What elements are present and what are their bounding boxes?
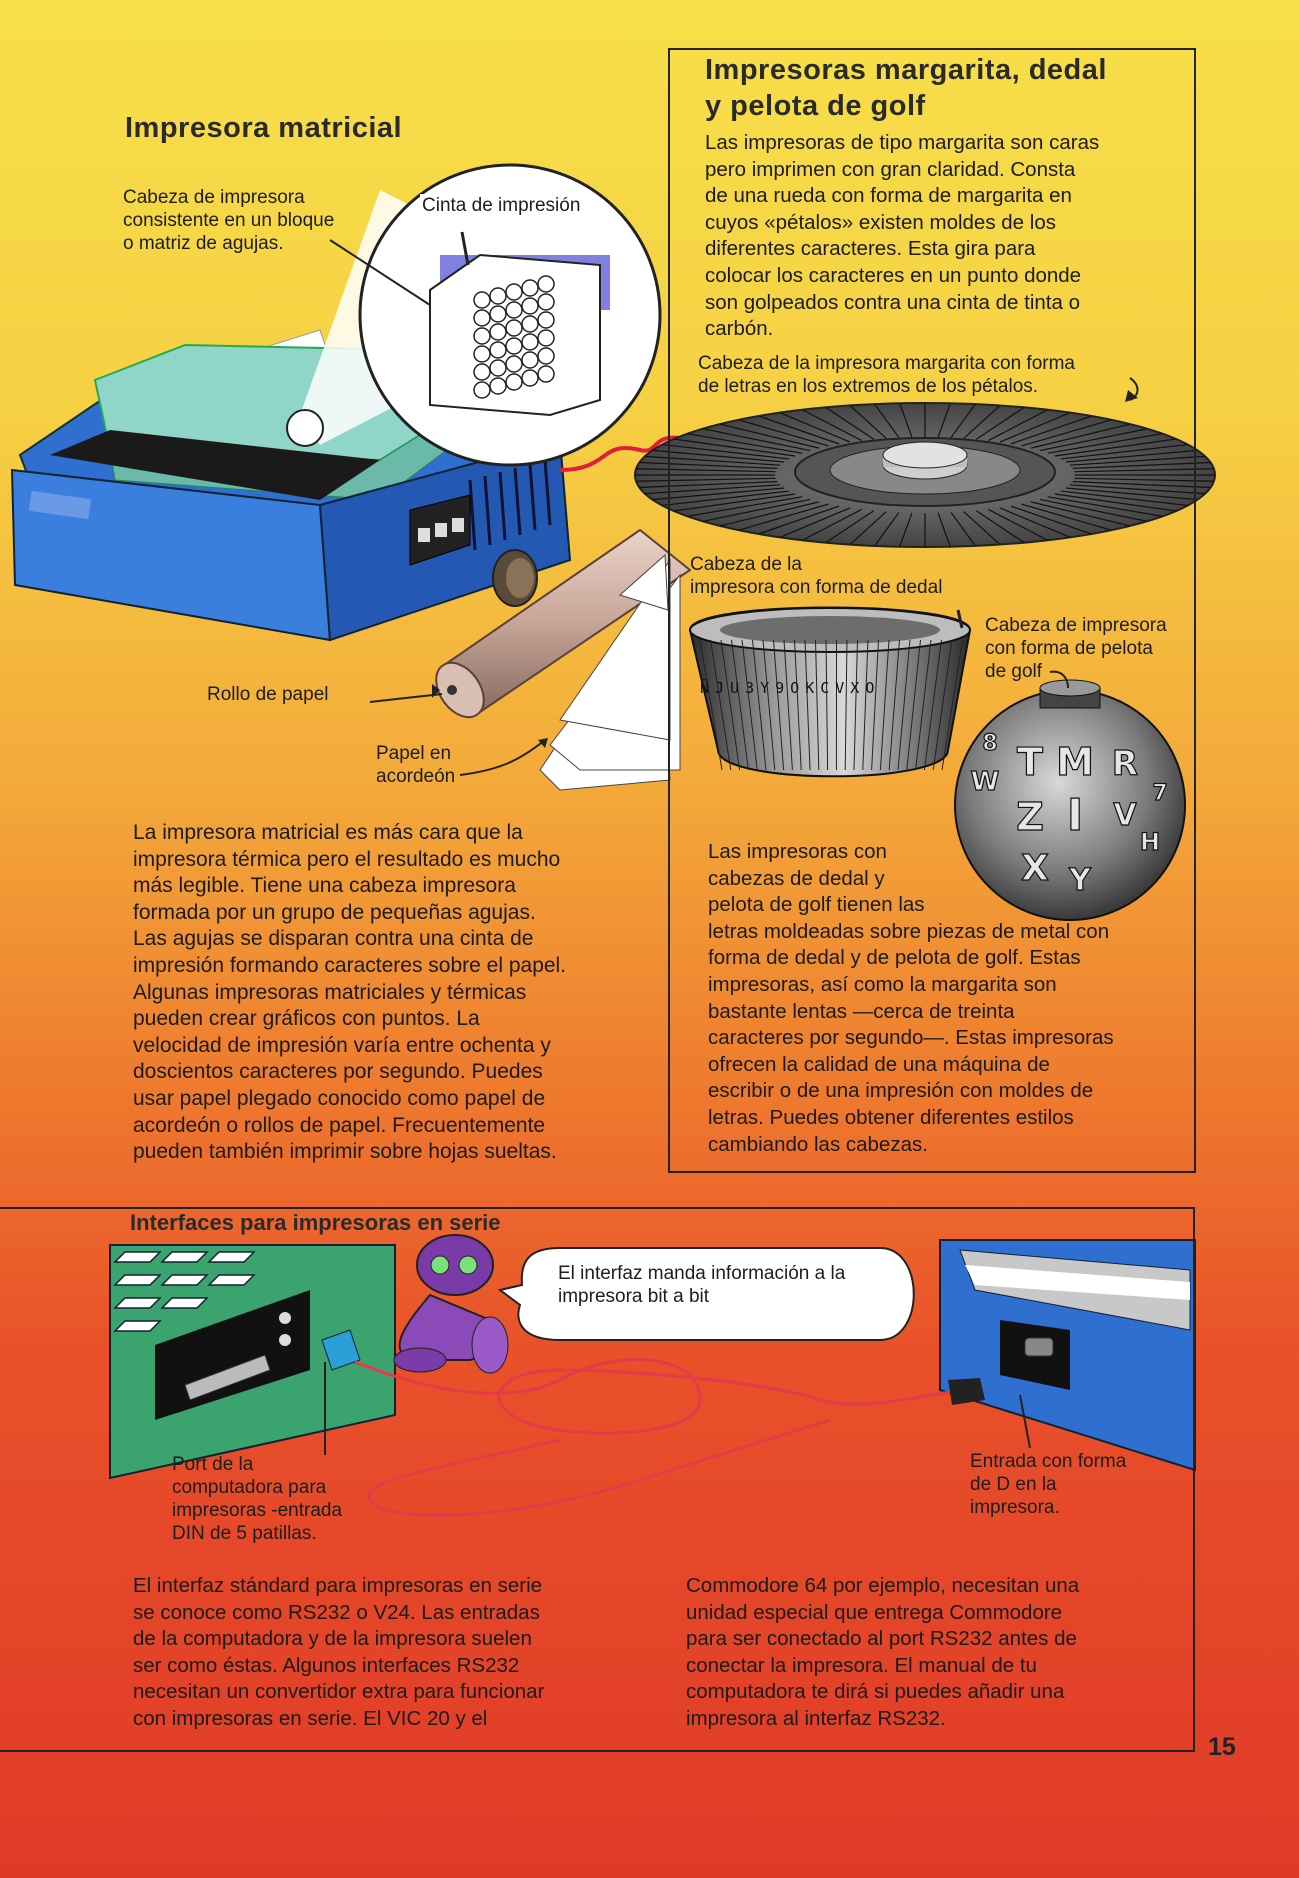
label-printer-entry: Entrada con forma de D en la impresora.: [970, 1451, 1127, 1518]
golf-letter: R: [1111, 744, 1139, 784]
label-thimble: Cabeza de la impresora con forma de dedal: [690, 554, 943, 598]
golf-letter: W: [970, 767, 1000, 797]
golf-letter: X: [1021, 848, 1049, 889]
page-number: 15: [1208, 1733, 1236, 1761]
golf-letter: M: [1056, 740, 1094, 784]
label-golf-ball: Cabeza de impresora con forma de pelota de golf: [985, 615, 1167, 682]
label-computer-port: Port de la computadora para impresoras -entrada DIN de 5 patillas.: [172, 1454, 343, 1544]
golf-letter: H: [1139, 828, 1161, 856]
thimble-letters: ÑJU3Y9OKCVXO: [700, 679, 881, 697]
golf-letter: 8: [982, 731, 998, 756]
heading-daisy-thimble-golf: Impresoras margarita, dedal y pelota de golf: [705, 54, 1107, 122]
golf-letter: T: [1017, 740, 1043, 784]
label-ribbon: Cinta de impresión: [422, 195, 581, 216]
label-accordion-paper: Papel en acordeón: [376, 743, 456, 787]
golf-letter: Z: [1016, 795, 1044, 839]
speech-bubble-text: El interfaz manda información a la impresora bit a bit: [558, 1263, 846, 1307]
serial-description-col2: Commodore 64 por ejemplo, necesitan una unidad especial que entrega Commodore para ser conectado al port RS232 antes de conectar la impresora. El manual de tu computadora te dirá si puedes añadir una impresora al interfaz RS232.: [686, 1574, 1080, 1730]
label-print-head: Cabeza de impresora consistente en un bloque o matriz de agujas.: [123, 187, 335, 254]
label-paper-roll: Rollo de papel: [207, 684, 329, 705]
heading-dot-matrix: Impresora matricial: [125, 112, 403, 144]
daisy-description: Las impresoras de tipo margarita son caras pero imprimen con gran claridad. Consta de una rueda con forma de margarita en cuyos «pétalos» existen moldes de los diferentes caracteres. Esta gira para colocar los caracteres en un punto donde son golpeados contra una cinta de tinta o carbón.: [705, 131, 1100, 341]
serial-description-col1: El interfaz stándard para impresoras en serie se conoce como RS232 o V24. Las entradas de la computadora y de la impresora suelen ser como éstas. Algunos interfaces RS232 necesitan un convertidor extra para funcionar con impresoras en serie. El VIC 20 y el: [133, 1574, 545, 1730]
golf-letter: 7: [1152, 781, 1168, 806]
heading-serial-interfaces: Interfaces para impresoras en serie: [130, 1210, 501, 1235]
golf-letter: V: [1113, 798, 1137, 833]
golf-letter: Y: [1069, 863, 1091, 898]
golf-letter: I: [1066, 790, 1084, 841]
dot-matrix-description: La impresora matricial es más cara que la impresora térmica pero el resultado es mucho más legible. Tiene una cabeza impresora formada por un grupo de pequeñas agujas. Las agujas se disparan contra una cinta de impresión formando caracteres sobre el papel. Algunas impresoras matriciales y térmicas pueden crear gráficos con puntos. La velocidad de impresión varía entre ochenta y doscientos caracteres por segundo. Puedes usar papel plegado conocido como papel de acordeón o rollos de papel. Frecuentemente pueden también imprimir sobre hojas sueltas.: [133, 821, 567, 1164]
label-daisy-wheel: Cabeza de la impresora margarita con forma de letras en los extremos de los pétalos.: [698, 353, 1076, 397]
thimble-golf-description: Las impresoras con cabezas de dedal y pelota de golf tienen las letras moldeadas sobre piezas de metal con forma de dedal y de pelota de golf. Estas impresoras, así como la margarita son bastante lentas —cerca de treinta caracteres por segundo—. Estas impresoras ofrecen la calidad de una máquina de escribir o de una impresión con moldes de letras. Puedes obtener diferentes estilos cambiando las cabezas.: [708, 840, 1114, 1156]
